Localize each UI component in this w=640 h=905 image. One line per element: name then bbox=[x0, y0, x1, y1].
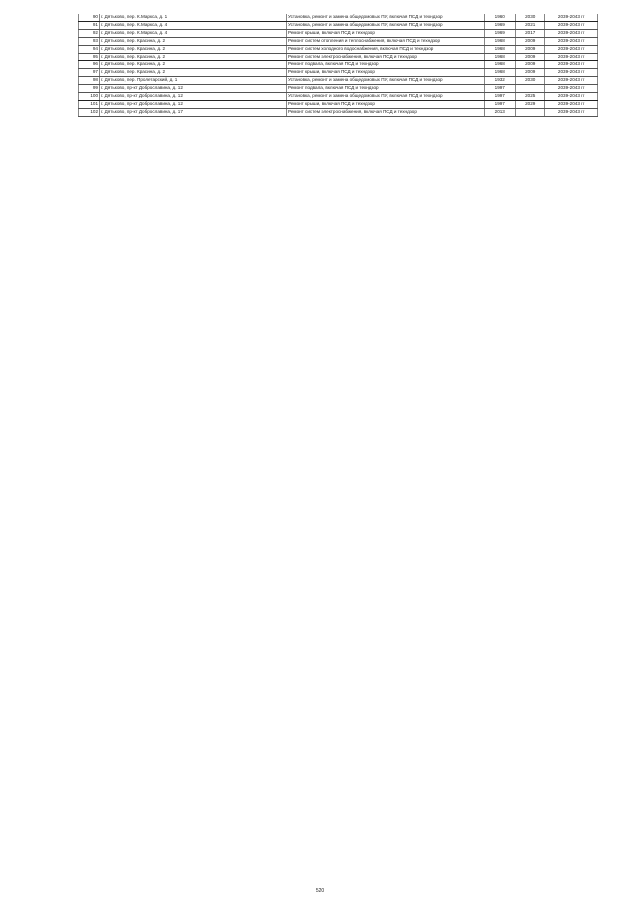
year-built-cell: 1997 bbox=[484, 85, 516, 93]
planned-period-cell: 2039-2043 гг bbox=[545, 108, 598, 116]
year-last-cell: 2021 bbox=[516, 21, 545, 29]
page-number: 520 bbox=[315, 888, 325, 894]
work-type-cell: Ремонт подвала, включая ПСД и техндзор bbox=[287, 61, 485, 69]
table-row bbox=[79, 77, 598, 85]
row-number-cell: 102 bbox=[79, 108, 100, 116]
work-type-cell: Ремонт систем отопления и теплоснабжения, включая ПСД и техндзор bbox=[287, 37, 485, 45]
table-row bbox=[79, 61, 598, 69]
row-number-cell: 94 bbox=[79, 45, 100, 53]
work-type-cell: Ремонт систем холодного водоснабжения, включая ПСД и техндзор bbox=[287, 45, 485, 53]
address-cell: г. Дятьково, пер. Красина, д. 2 bbox=[100, 45, 287, 53]
program-table bbox=[78, 14, 598, 117]
table-row bbox=[79, 69, 598, 77]
address-cell: г. Дятьково, пер. Пролетарский, д. 1 bbox=[100, 77, 287, 85]
row-number-cell: 92 bbox=[79, 29, 100, 37]
address-cell: г. Дятьково, пер. К.Маркса, д. 1 bbox=[100, 14, 287, 21]
address-cell: г. Дятьково, пер. Красина, д. 2 bbox=[100, 61, 287, 69]
year-built-cell: 1960 bbox=[484, 14, 516, 21]
table-row bbox=[79, 108, 598, 116]
year-last-cell: 2009 bbox=[516, 45, 545, 53]
address-cell: г. Дятьково, пер. Красина, д. 2 bbox=[100, 53, 287, 61]
year-built-cell: 1968 bbox=[484, 61, 516, 69]
work-type-cell: Ремонт подвала, включая ПСД и техндзор bbox=[287, 85, 485, 93]
address-cell: г. Дятьково, пр-кт Доброславина, д. 12 bbox=[100, 93, 287, 101]
work-type-cell: Установка, ремонт и замена общедомовых ПУ, включая ПСД и техндзор bbox=[287, 14, 485, 21]
row-number-cell: 91 bbox=[79, 21, 100, 29]
planned-period-cell: 2039-2043 гг bbox=[545, 69, 598, 77]
address-cell: г. Дятьково, пер. К.Маркса, д. 4 bbox=[100, 21, 287, 29]
year-built-cell: 1997 bbox=[484, 100, 516, 108]
year-built-cell: 1968 bbox=[484, 69, 516, 77]
year-built-cell: 1968 bbox=[484, 37, 516, 45]
table-row bbox=[79, 53, 598, 61]
year-built-cell: 1969 bbox=[484, 21, 516, 29]
planned-period-cell: 2039-2043 гг bbox=[545, 53, 598, 61]
year-built-cell: 1997 bbox=[484, 93, 516, 101]
work-type-cell: Ремонт крыши, включая ПСД и техндзор bbox=[287, 29, 485, 37]
work-type-cell: Ремонт крыши, включая ПСД и техндзор bbox=[287, 69, 485, 77]
row-number-cell: 99 bbox=[79, 85, 100, 93]
row-number-cell: 93 bbox=[79, 37, 100, 45]
address-cell: г. Дятьково, пр-кт Доброславина, д. 12 bbox=[100, 85, 287, 93]
year-last-cell bbox=[516, 85, 545, 93]
table-row bbox=[79, 100, 598, 108]
work-type-cell: Установка, ремонт и замена общедомовых ПУ, включая ПСД и техндзор bbox=[287, 21, 485, 29]
year-last-cell: 2029 bbox=[516, 100, 545, 108]
planned-period-cell: 2039-2043 гг bbox=[545, 93, 598, 101]
address-cell: г. Дятьково, пер. К.Маркса, д. 4 bbox=[100, 29, 287, 37]
planned-period-cell: 2039-2043 гг bbox=[545, 14, 598, 21]
year-built-cell: 1969 bbox=[484, 29, 516, 37]
address-cell: г. Дятьково, пер. Красина, д. 2 bbox=[100, 69, 287, 77]
work-type-cell: Ремонт крыши, включая ПСД и техндзор bbox=[287, 100, 485, 108]
table-row bbox=[79, 29, 598, 37]
year-last-cell: 2009 bbox=[516, 53, 545, 61]
work-type-cell: Установка, ремонт и замена общедомовых ПУ, включая ПСД и техндзор bbox=[287, 93, 485, 101]
table-row bbox=[79, 45, 598, 53]
year-built-cell: 1932 bbox=[484, 77, 516, 85]
planned-period-cell: 2039-2043 гг bbox=[545, 100, 598, 108]
planned-period-cell: 2039-2043 гг bbox=[545, 21, 598, 29]
year-built-cell: 1968 bbox=[484, 45, 516, 53]
year-last-cell: 2009 bbox=[516, 37, 545, 45]
row-number-cell: 101 bbox=[79, 100, 100, 108]
table-row bbox=[79, 14, 598, 21]
work-type-cell: Ремонт систем электроснабжения, включая ПСД и техндзор bbox=[287, 108, 485, 116]
planned-period-cell: 2039-2043 гг bbox=[545, 77, 598, 85]
row-number-cell: 98 bbox=[79, 77, 100, 85]
address-cell: г. Дятьково, пер. Красина, д. 2 bbox=[100, 37, 287, 45]
year-last-cell: 2030 bbox=[516, 77, 545, 85]
year-last-cell: 2017 bbox=[516, 29, 545, 37]
year-last-cell: 2025 bbox=[516, 93, 545, 101]
work-type-cell: Установка, ремонт и замена общедомовых ПУ, включая ПСД и техндзор bbox=[287, 77, 485, 85]
row-number-cell: 90 bbox=[79, 14, 100, 21]
table-row bbox=[79, 37, 598, 45]
planned-period-cell: 2039-2043 гг bbox=[545, 45, 598, 53]
year-last-cell: 2009 bbox=[516, 69, 545, 77]
row-number-cell: 95 bbox=[79, 53, 100, 61]
table-row bbox=[79, 21, 598, 29]
address-cell: г. Дятьково, пр-кт Доброславина, д. 17 bbox=[100, 108, 287, 116]
year-last-cell: 2009 bbox=[516, 61, 545, 69]
program-table-body bbox=[79, 14, 598, 116]
planned-period-cell: 2039-2043 гг bbox=[545, 61, 598, 69]
row-number-cell: 96 bbox=[79, 61, 100, 69]
address-cell: г. Дятьково, пр-кт Доброславина, д. 12 bbox=[100, 100, 287, 108]
planned-period-cell: 2039-2043 гг bbox=[545, 85, 598, 93]
year-built-cell: 1968 bbox=[484, 53, 516, 61]
year-last-cell bbox=[516, 108, 545, 116]
row-number-cell: 100 bbox=[79, 93, 100, 101]
work-type-cell: Ремонт систем электроснабжения, включая ПСД и техндзор bbox=[287, 53, 485, 61]
table-row bbox=[79, 93, 598, 101]
planned-period-cell: 2039-2043 гг bbox=[545, 29, 598, 37]
year-last-cell: 2030 bbox=[516, 14, 545, 21]
planned-period-cell: 2039-2043 гг bbox=[545, 37, 598, 45]
year-built-cell: 2013 bbox=[484, 108, 516, 116]
table-row bbox=[79, 85, 598, 93]
row-number-cell: 97 bbox=[79, 69, 100, 77]
document-sheet bbox=[78, 14, 598, 117]
